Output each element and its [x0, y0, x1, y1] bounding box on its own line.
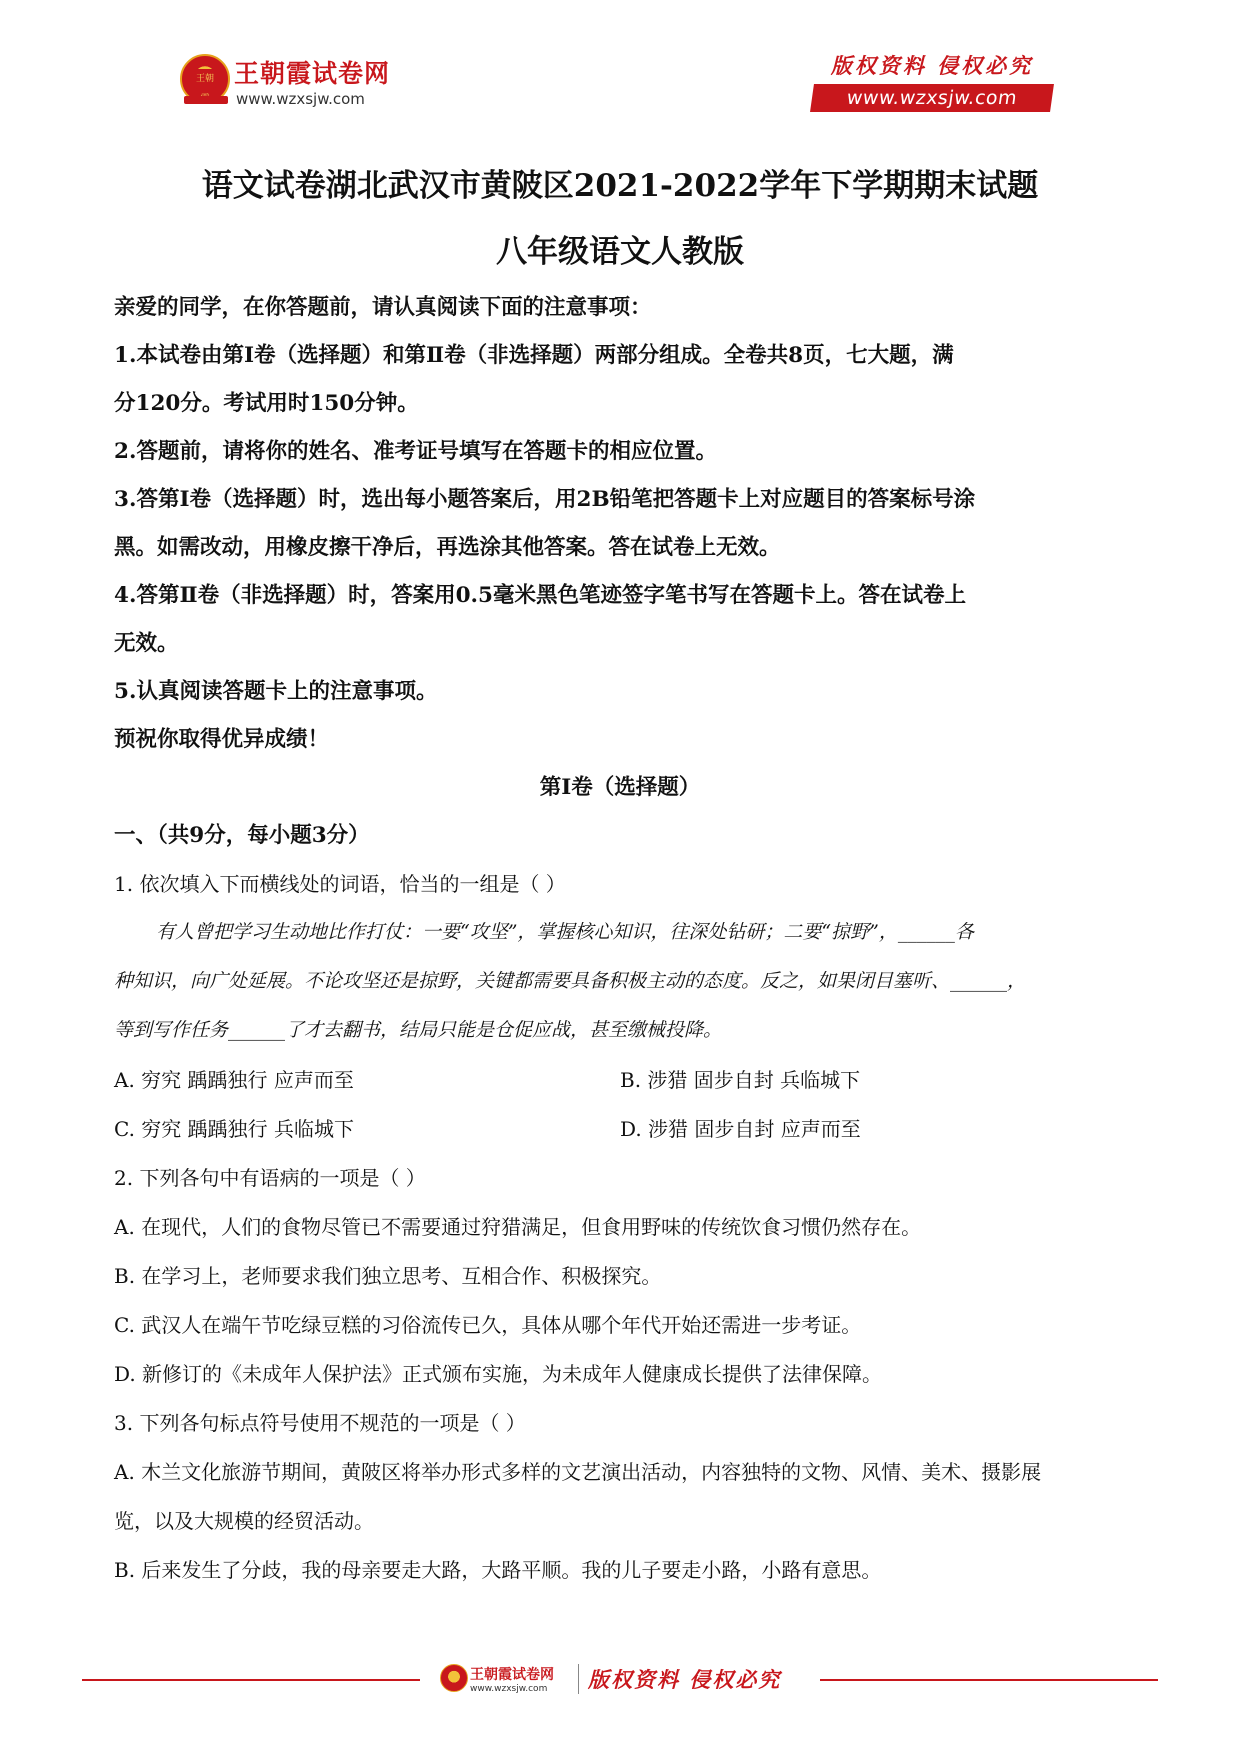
notice-line: 黑。如需改动，用橡皮擦干净后，再选涂其他答案。答在试卷上无效。 [114, 535, 781, 560]
notice-line: 4.答第Ⅱ卷（非选择题）时，答案用0.5毫米黑色笔迹签字笔书写在答题卡上。答在试卷上 [114, 583, 966, 608]
notice-line: 无效。 [114, 631, 179, 656]
question-1-option-c: C. 穷究 踽踽独行 兵临城下 [114, 1117, 355, 1141]
notice-line: 2.答题前，请将你的姓名、准考证号填写在答题卡的相应位置。 [114, 439, 717, 464]
notice-line: 分120分。考试用时150分钟。 [114, 391, 419, 416]
question-1-stem: 1. 依次填入下而横线处的词语，恰当的一组是（ ） [114, 872, 566, 896]
copyright-block [812, 50, 1052, 112]
question-1-option-d: D. 涉猎 固步自封 应声而至 [620, 1117, 861, 1141]
question-1-option-b: B. 涉猎 固步自封 兵临城下 [620, 1068, 861, 1092]
exam-title: 语文试卷湖北武汉市黄陂区2021-2022学年下学期期末试题 [201, 168, 1039, 204]
footer-seal-icon [440, 1664, 468, 1692]
footer-rule-left [82, 1679, 420, 1681]
question-2-stem: 2. 下列各句中有语病的一项是（ ） [114, 1166, 426, 1190]
copyright-url: www.wzxsjw.com [810, 84, 1054, 112]
seal-text: 王朝 [194, 69, 216, 89]
notice-intro: 亲爱的同学，在你答题前，请认真阅读下面的注意事项： [114, 295, 652, 320]
question-3-stem: 3. 下列各句标点符号使用不规范的一项是（ ） [114, 1411, 526, 1435]
footer-separator [578, 1664, 579, 1694]
question-1-passage: 等到写作任务______了才去翻书，结局只能是仓促应战，甚至缴械投降。 [114, 1019, 723, 1041]
question-2-option-d: D. 新修订的《未成年人保护法》正式颁布实施，为未成年人健康成长提供了法律保障。 [114, 1362, 883, 1386]
footer-brand: 王朝霞试卷网 [470, 1667, 554, 1683]
question-3-option-b: B. 后来发生了分歧，我的母亲要走大路，大路平顺。我的儿子要走小路，小路有意思。 [114, 1558, 882, 1582]
brand-name: 王朝霞试卷网 [234, 59, 391, 88]
section-title: 第Ⅰ卷（选择题） [539, 775, 701, 800]
brand-logo [180, 50, 410, 112]
notice-line: 1.本试卷由第Ⅰ卷（选择题）和第Ⅱ卷（非选择题）两部分组成。全卷共8页，七大题，满 [114, 343, 954, 368]
question-1-passage: 有人曾把学习生动地比作打仗：一要“攻坚”，掌握核心知识，往深处钻研；二要“掠野”，______各 [156, 921, 974, 943]
question-3-option-a-cont: 览，以及大规模的经贸活动。 [114, 1509, 374, 1533]
footer-url: www.wzxsjw.com [470, 1684, 548, 1694]
exam-subtitle: 八年级语文人教版 [496, 234, 744, 270]
question-2-option-c: C. 武汉人在端午节吃绿豆糕的习俗流传已久，具体从哪个年代开始还需进一步考证。 [114, 1313, 862, 1337]
footer-rule-right [820, 1679, 1158, 1681]
notice-closing: 预祝你取得优异成绩！ [114, 727, 330, 752]
question-3-option-a: A. 木兰文化旅游节期间，黄陂区将举办形式多样的文艺演出活动，内容独特的文物、风情、美术、摄影展 [114, 1460, 1042, 1484]
brand-url: www.wzxsjw.com [236, 90, 365, 108]
question-2-option-b: B. 在学习上，老师要求我们独立思考、互相合作、积极探究。 [114, 1264, 662, 1288]
seal-ribbon [184, 96, 228, 104]
notice-line: 3.答第Ⅰ卷（选择题）时，选出每小题答案后，用2B铅笔把答题卡上对应题目的答案标号涂 [114, 487, 976, 512]
question-1-option-a: A. 穷究 踽踽独行 应声而至 [114, 1068, 354, 1092]
footer-copyright: 版权资料 侵权必究 [588, 1667, 782, 1692]
copyright-text: 版权资料 侵权必究 [830, 53, 1034, 78]
part-heading: 一、（共9分，每小题3分） [114, 823, 370, 848]
question-1-passage: 种知识，向广处延展。不论攻坚还是掠野，关键都需要具备积极主动的态度。反之，如果闭目塞听、______， [114, 970, 1027, 992]
question-2-option-a: A. 在现代，人们的食物尽管已不需要通过狩猎满足，但食用野味的传统饮食习惯仍然存在。 [114, 1215, 922, 1239]
notice-line: 5.认真阅读答题卡上的注意事项。 [114, 679, 438, 704]
